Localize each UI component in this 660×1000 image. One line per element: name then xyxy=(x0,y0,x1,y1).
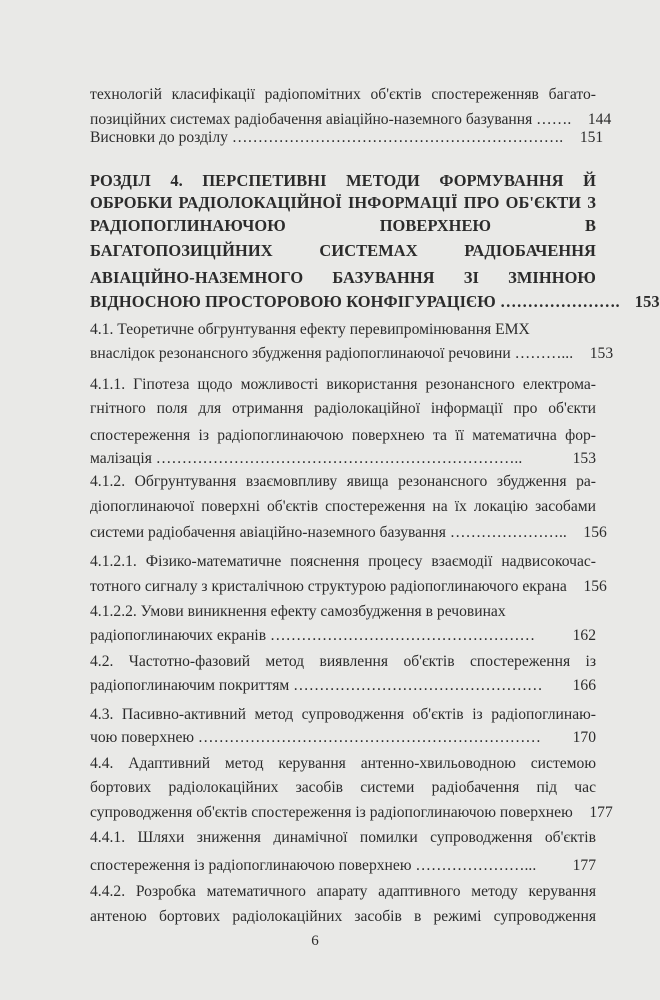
toc-entry-line xyxy=(90,292,660,312)
toc-text-line: РАДІОПОГЛИНАЮЧОЮ ПОВЕРХНЕЮ В xyxy=(90,216,596,235)
toc-text-line: 4.4.1. Шляхи зниження динамічної помилки супроводження об'єктів xyxy=(90,829,596,846)
toc-entry-text: спостереження із радіопоглинаючою поверхнею …………………... xyxy=(90,857,537,874)
toc-entry-line xyxy=(90,626,596,646)
toc-text-line: 4.3. Пасивно-активний метод супроводження об'єктів із радіопоглинаю- xyxy=(90,706,596,723)
toc-page-number: 151 xyxy=(579,129,604,146)
toc-text-line: бортових радіолокаційних засобів системи радіобачення під час xyxy=(90,779,596,796)
toc-entry-line xyxy=(90,128,604,148)
toc-entry-text: тотного сигналу з кристалічною структурою радіопоглинаючого екрана xyxy=(90,578,567,595)
toc-page-number: 162 xyxy=(572,627,596,644)
toc-entry-text: супроводження об'єктів спостереження із радіопоглинаючою поверхнею xyxy=(90,804,573,821)
toc-text-line: 4.4.2. Розробка математичного апарату адаптивного методу керування xyxy=(90,883,596,900)
toc-entry-text: малізація …………………………………………………………….. xyxy=(90,450,523,467)
toc-entry-text: системи радіобачення авіаційно-наземного базування ………………….. xyxy=(90,524,567,541)
toc-page-number: 177 xyxy=(572,857,596,874)
toc-text-line: діопоглинаючої поверхні об'єктів спостереження на їх локацію засобами xyxy=(90,498,596,515)
toc-entry-line xyxy=(90,728,596,748)
toc-text-line: 4.4. Адаптивний метод керування антенно-хвильоводною системою xyxy=(90,755,596,772)
toc-entry-text: ВІДНОСНОЮ ПРОСТОРОВОЮ КОНФІГУРАЦІЄЮ …………………. xyxy=(90,292,620,311)
toc-entry-text: позиційних системах радіобачення авіаційно-наземного базування ……. xyxy=(90,111,572,128)
toc-text-line: ОБРОБКИ РАДІОЛОКАЦІЙНОЇ ІНФОРМАЦІЇ ПРО ОБ'ЄКТИ З xyxy=(90,193,596,212)
toc-text-line: АВІАЦІЙНО-НАЗЕМНОГО БАЗУВАННЯ ЗІ ЗМІННОЮ xyxy=(90,268,596,287)
toc-entry-text: внаслідок резонансного збудження радіопоглинаючої речовини ………... xyxy=(90,345,574,362)
toc-text-line: 4.1.2.2. Умови виникнення ефекту самозбудження в речовинах xyxy=(90,603,506,620)
toc-text-line: БАГАТОПОЗИЦІЙНИХ СИСТЕМАХ РАДІОБАЧЕННЯ xyxy=(90,241,596,260)
toc-text-line: антеною бортових радіолокаційних засобів в режимі супроводження xyxy=(90,908,596,925)
toc-page-number: 153 xyxy=(634,292,660,311)
toc-entry-line xyxy=(90,110,612,130)
toc-entry-line xyxy=(90,676,596,696)
toc-page-number: 153 xyxy=(572,450,596,467)
toc-entry-line xyxy=(90,577,607,597)
page-number: 6 xyxy=(311,933,319,949)
toc-text-line: 4.1.1. Гіпотеза щодо можливості використання резонансного електрома- xyxy=(90,376,596,393)
toc-page-number: 144 xyxy=(587,111,612,128)
toc-entry-line xyxy=(90,856,596,876)
toc-entry-line xyxy=(90,803,613,823)
toc-text-line: спостереження із радіопоглинаючою поверхнею та її математична фор- xyxy=(90,427,596,444)
toc-page-number: 153 xyxy=(589,345,614,362)
toc-entry-text: чою поверхнею ………………………………………………………… xyxy=(90,729,541,746)
toc-text-line: 4.1.2. Обгрунтування взаємовпливу явища резонансного збудження ра- xyxy=(90,473,596,490)
toc-entry-text: радіопоглинаючим покриттям ………………………………………… xyxy=(90,677,543,694)
toc-text-line: 4.1. Теоретичне обгрунтування ефекту перевипромінювання ЕМХ xyxy=(90,321,530,338)
toc-entry-line xyxy=(90,449,596,469)
toc-text-line: 4.1.2.1. Фізико-математичне пояснення процесу взаємодії надвисокочас- xyxy=(90,553,596,570)
toc-text-line: гнітного поля для отримання радіолокаційної інформації про об'єкти xyxy=(90,400,596,417)
toc-entry-line xyxy=(90,344,614,364)
toc-page-number: 177 xyxy=(589,804,613,821)
toc-page-number: 156 xyxy=(583,578,607,595)
toc-text-line: технологій класифікації радіопомітних об'єктів спостереженняв багато- xyxy=(90,86,596,103)
toc-page-number: 156 xyxy=(583,524,607,541)
toc-entry-text: Висновки до розділу ………………………………………………………. xyxy=(90,129,564,146)
toc-page-number: 166 xyxy=(572,677,596,694)
toc-page-number: 170 xyxy=(572,729,596,746)
toc-entry-line xyxy=(90,523,607,543)
toc-text-line: РОЗДІЛ 4. ПЕРСПЕТИВНІ МЕТОДИ ФОРМУВАННЯ Й xyxy=(90,171,596,190)
toc-entry-text: радіопоглинаючих екранів …………………………………………… xyxy=(90,627,536,644)
toc-text-line: 4.2. Частотно-фазовий метод виявлення об'єктів спостереження із xyxy=(90,653,596,670)
